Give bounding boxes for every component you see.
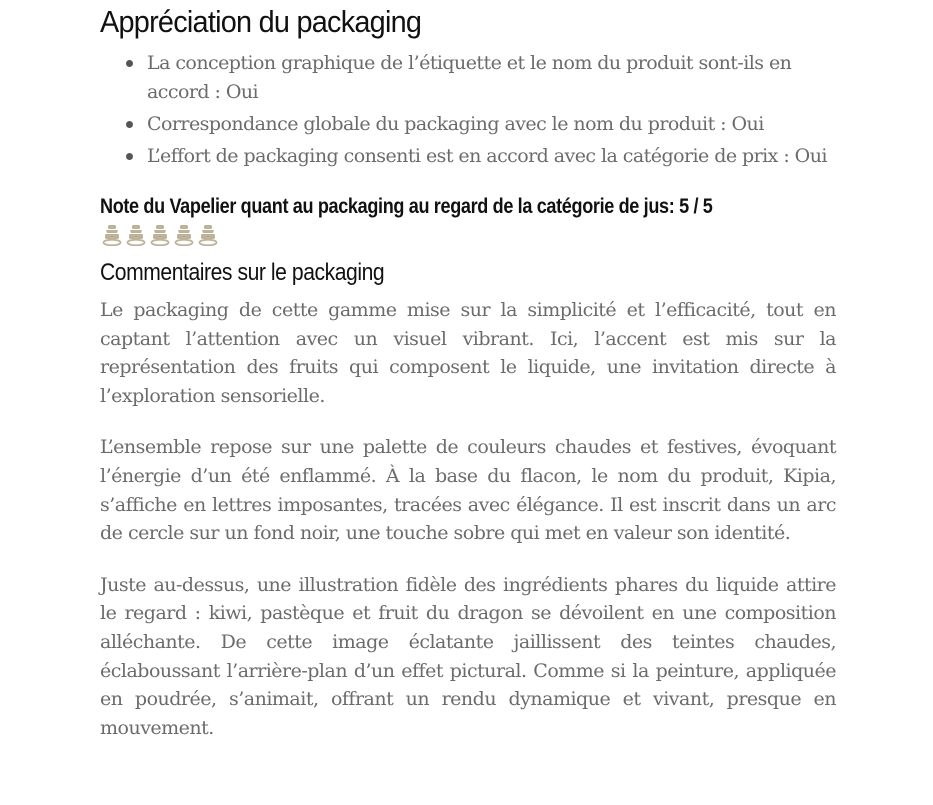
section-title: Appréciation du packaging: [100, 4, 422, 39]
rating-label: Note du Vapelier quant au packaging au regard de la catégorie de jus: 5 / 5: [100, 195, 713, 218]
vape-atomizer-icon: [126, 224, 146, 246]
comments-title: Commentaires sur le packaging: [100, 259, 385, 286]
bullet-icon: [126, 153, 133, 160]
article-content: [100, 0, 836, 742]
comment-paragraph: L’ensemble repose sur une palette de couleurs chaudes et festives, évoquant l’énergie d’un été enflammé. À la base du flacon, le nom du produit, Kipia, s’affiche en lettres imposantes, tracées avec élégance. Il est inscrit dans un arc de cercle sur un fond noir, une touche sobre qui met en valeur son identité.: [100, 436, 836, 545]
rating-icons: [102, 224, 836, 246]
criteria-item: [100, 110, 837, 139]
bullet-icon: [126, 60, 133, 67]
comment-paragraph: Juste au-dessus, une illustration fidèle des ingrédients phares du liquide attire le regard : kiwi, pastèque et fruit du dragon se dévoilent en une composition alléchante. De cette image éclatante jaillissent des teintes chaudes, éclaboussant l’arrière-plan d’un effet pictural. Comme si la peinture, appliquée en poudrée, s’animait, offrant un rendu dynamique et vivant, presque en mouvement.: [100, 573, 836, 739]
bullet-icon: [126, 121, 133, 128]
criteria-text: La conception graphique de l’étiquette et le nom du produit sont-ils en accord : Oui: [147, 52, 792, 103]
vape-atomizer-icon: [198, 224, 218, 246]
vape-atomizer-icon: [150, 224, 170, 246]
criteria-text: L’effort de packaging consenti est en accord avec la catégorie de prix : Oui: [147, 145, 827, 167]
criteria-text: Correspondance globale du packaging avec le nom du produit : Oui: [147, 113, 764, 135]
criteria-list: [100, 49, 836, 171]
criteria-item: [100, 142, 837, 171]
criteria-item: [100, 49, 837, 107]
comment-paragraph: Le packaging de cette gamme mise sur la simplicité et l’efficacité, tout en captant l’attention avec un visuel vibrant. Ici, l’accent est mis sur la représentation des fruits qui composent le liquide, une invitation directe à l’exploration sensorielle.: [100, 299, 836, 407]
vape-atomizer-icon: [174, 224, 194, 246]
vape-atomizer-icon: [102, 224, 122, 246]
